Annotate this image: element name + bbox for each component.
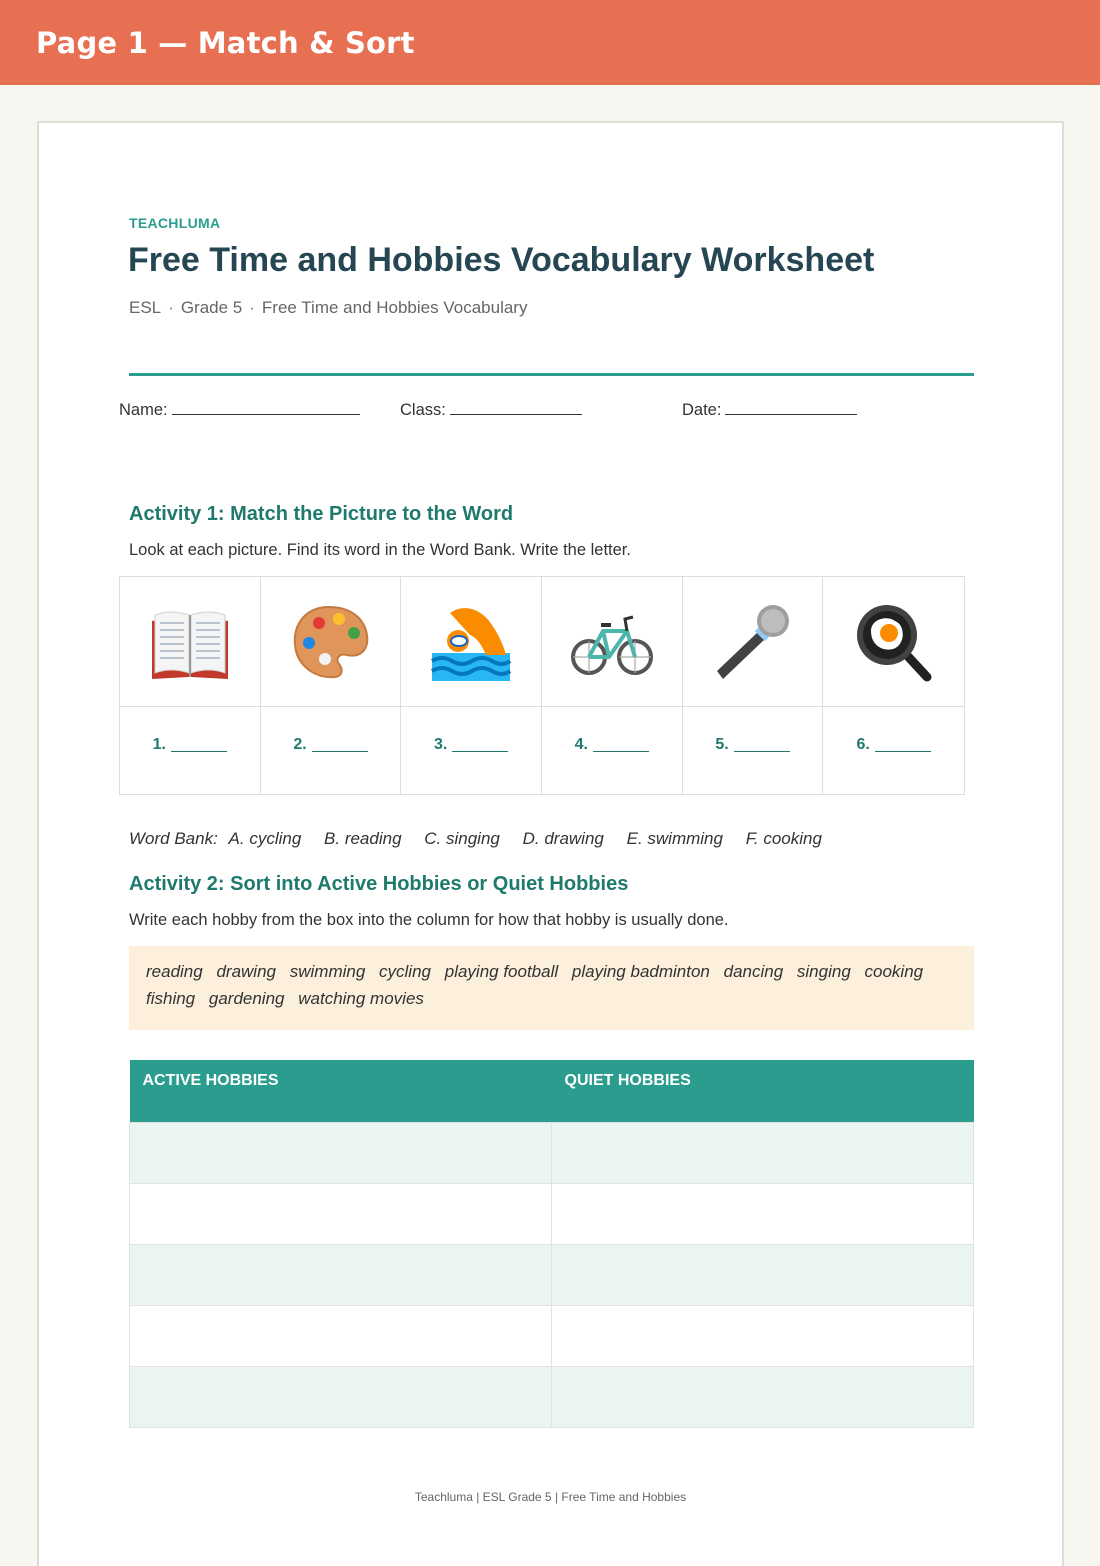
date-line[interactable] — [725, 399, 857, 415]
hobby-word: playing badminton — [571, 962, 710, 981]
answer-number: 3. — [433, 735, 448, 753]
active-hobbies-header: ACTIVE HOBBIES — [130, 1060, 552, 1122]
quiet-hobbies-header: QUIET HOBBIES — [552, 1060, 974, 1122]
word-bank-item: A. cycling — [228, 829, 302, 848]
quiet-cell[interactable] — [552, 1244, 974, 1305]
hobby-word: gardening — [208, 989, 285, 1008]
answer-number: 2. — [293, 735, 307, 753]
hobby-word: fishing — [146, 989, 196, 1008]
answer-blank[interactable] — [734, 738, 790, 752]
word-bank — [129, 829, 822, 849]
swimmer-icon — [430, 601, 512, 683]
hobby-word: cooking — [864, 962, 924, 981]
name-line[interactable] — [172, 399, 360, 415]
answer-number: 6. — [856, 735, 870, 753]
worksheet-title: Free Time and Hobbies Vocabulary Worksheet — [128, 241, 875, 279]
activity1-heading: Activity 1: Match the Picture to the Word — [129, 503, 514, 525]
word-bank-item: C. singing — [424, 829, 500, 848]
page-banner — [0, 0, 1100, 85]
word-bank-item: D. drawing — [522, 829, 604, 848]
answer-number: 4. — [574, 735, 588, 753]
active-cell[interactable] — [130, 1305, 552, 1366]
name-field[interactable] — [119, 399, 360, 420]
quiet-cell[interactable] — [552, 1305, 974, 1366]
meta-separator: · — [249, 298, 255, 317]
paint-palette-icon — [289, 601, 371, 683]
table-row — [130, 1305, 974, 1366]
worksheet-meta — [129, 298, 527, 318]
answer-number: 5. — [715, 735, 729, 753]
picture-cell — [683, 577, 824, 707]
picture-cell — [542, 577, 683, 707]
answer-cell[interactable] — [120, 707, 261, 794]
name-label: Name: — [119, 401, 168, 419]
meta-grade: Grade 5 — [180, 298, 243, 317]
brand-label: TEACHLUMA — [129, 215, 221, 231]
table-row — [130, 1244, 974, 1305]
word-bank-item: B. reading — [324, 829, 402, 848]
answer-number: 1. — [152, 735, 166, 753]
answer-cell[interactable] — [542, 707, 683, 794]
picture-cell — [823, 577, 964, 707]
meta-separator: · — [168, 298, 174, 317]
picture-cell — [401, 577, 542, 707]
microphone-icon — [711, 601, 793, 683]
quiet-cell[interactable] — [552, 1122, 974, 1183]
hobby-word: dancing — [723, 962, 784, 981]
answer-cell[interactable] — [401, 707, 542, 794]
word-bank-label: Word Bank: — [129, 829, 218, 848]
book-icon — [149, 601, 231, 683]
answer-blank[interactable] — [875, 738, 931, 752]
activity2-heading: Activity 2: Sort into Active Hobbies or Quiet Hobbies — [129, 873, 629, 895]
class-field[interactable] — [400, 399, 582, 420]
hobby-word: cycling — [379, 962, 431, 981]
answer-blank[interactable] — [312, 738, 368, 752]
frying-pan-egg-icon — [853, 601, 935, 683]
answer-blank[interactable] — [593, 738, 649, 752]
hobby-word: singing — [796, 962, 851, 981]
quiet-cell[interactable] — [552, 1183, 974, 1244]
picture-cell — [261, 577, 402, 707]
picture-cell — [120, 577, 261, 707]
active-cell[interactable] — [130, 1244, 552, 1305]
activity1-instructions: Look at each picture. Find its word in the Word Bank. Write the letter. — [129, 541, 631, 559]
hobby-word: playing football — [444, 962, 559, 981]
class-line[interactable] — [450, 399, 582, 415]
answer-cell[interactable] — [683, 707, 824, 794]
page-footer: Teachluma | ESL Grade 5 | Free Time and Hobbies — [414, 1490, 687, 1504]
class-label: Class: — [400, 401, 446, 419]
sort-table — [129, 1060, 974, 1428]
activity2-instructions: Write each hobby from the box into the column for how that hobby is usually done. — [129, 911, 729, 929]
hobby-word: swimming — [289, 962, 366, 981]
word-bank-item: E. swimming — [626, 829, 723, 848]
word-bank-item: F. cooking — [745, 829, 822, 848]
answer-cell[interactable] — [823, 707, 964, 794]
bicycle-icon — [571, 601, 653, 683]
answer-blank[interactable] — [452, 738, 508, 752]
quiet-cell[interactable] — [552, 1366, 974, 1427]
answer-blank[interactable] — [171, 738, 227, 752]
header-divider — [129, 373, 974, 376]
active-cell[interactable] — [130, 1183, 552, 1244]
banner-title: Page 1 — Match & Sort — [36, 26, 415, 60]
meta-topic: Free Time and Hobbies Vocabulary — [261, 298, 528, 317]
table-row — [130, 1183, 974, 1244]
active-cell[interactable] — [130, 1366, 552, 1427]
hobby-word: drawing — [216, 962, 276, 981]
answer-cell[interactable] — [261, 707, 402, 794]
table-row — [130, 1366, 974, 1427]
table-row — [130, 1122, 974, 1183]
active-cell[interactable] — [130, 1122, 552, 1183]
worksheet-page — [37, 121, 1064, 1566]
hobby-word: reading — [146, 962, 203, 981]
meta-subject: ESL — [129, 298, 162, 317]
picture-match-grid — [119, 576, 965, 795]
date-label: Date: — [682, 401, 722, 419]
hobby-box — [129, 946, 974, 1030]
date-field[interactable] — [682, 399, 857, 420]
hobby-word: watching movies — [298, 989, 424, 1008]
